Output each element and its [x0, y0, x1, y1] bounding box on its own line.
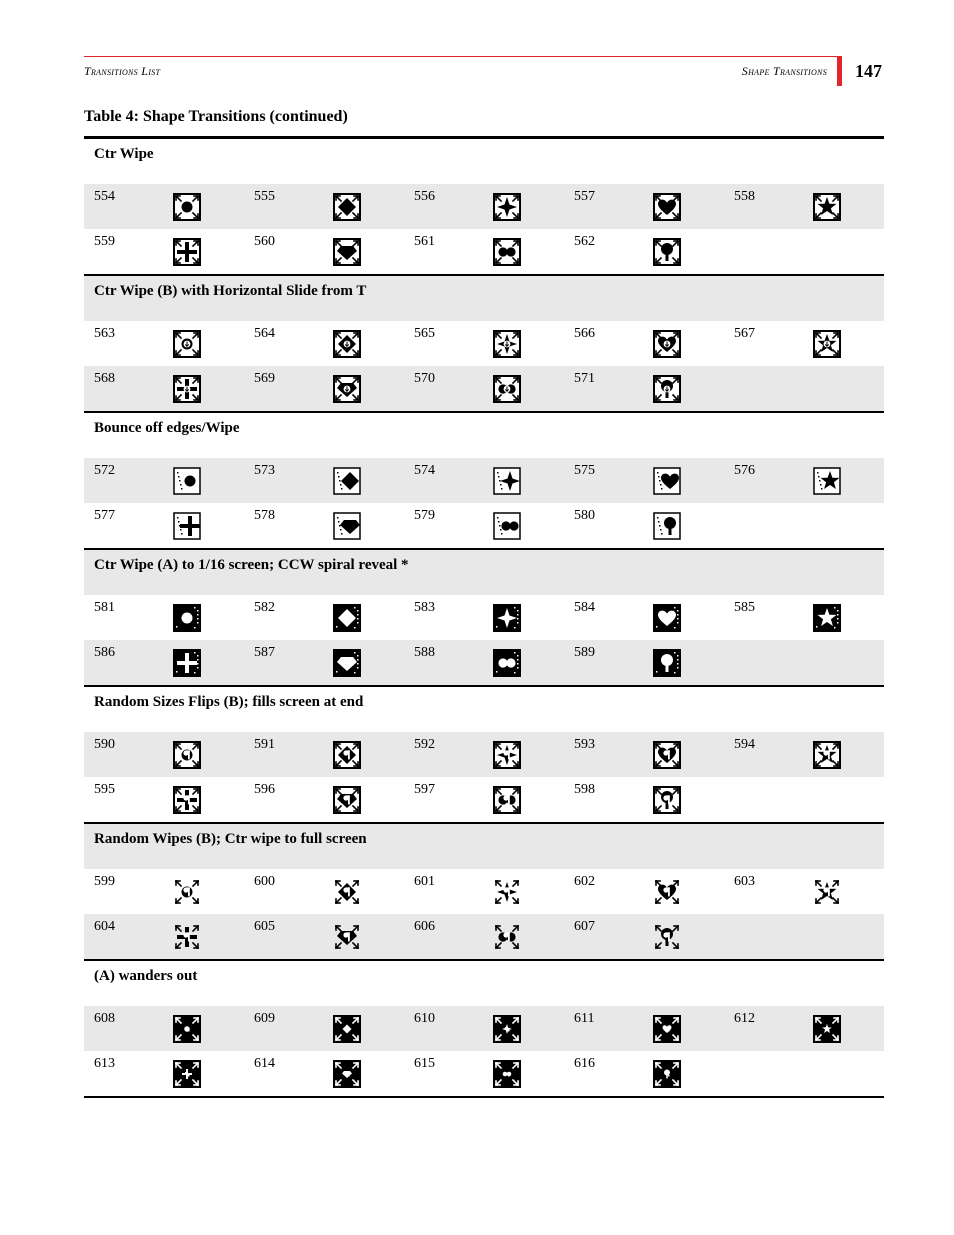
tree-icon [653, 649, 681, 677]
tree-icon [653, 512, 681, 540]
double-circle-icon [493, 786, 521, 814]
gem-icon [333, 649, 361, 677]
transition-number: 591 [254, 737, 275, 752]
gem-icon [333, 238, 361, 266]
table-row [84, 869, 884, 914]
transition-number: 600 [254, 874, 275, 889]
transition-cell [84, 1006, 244, 1051]
four-point-star-icon [493, 330, 521, 358]
transition-number: 597 [414, 782, 435, 797]
transition-cell [244, 640, 404, 685]
transition-number: 576 [734, 463, 755, 478]
section-title: Random Wipes (B); Ctr wipe to full screen [84, 824, 884, 869]
transition-cell [244, 366, 404, 411]
transition-cell [564, 1051, 724, 1096]
transition-number: 574 [414, 463, 435, 478]
four-point-star-icon [493, 1015, 521, 1043]
cross-icon [173, 1060, 201, 1088]
transition-number: 570 [414, 371, 435, 386]
transition-number: 556 [414, 189, 435, 204]
transition-number: 579 [414, 508, 435, 523]
transition-cell [564, 458, 724, 503]
transition-cell [404, 366, 564, 411]
transition-number: 566 [574, 326, 595, 341]
table-row [84, 1006, 884, 1051]
table-row [84, 503, 884, 548]
transition-cell [564, 869, 724, 914]
table-row [84, 184, 884, 229]
transition-cell [84, 503, 244, 548]
table-row [84, 458, 884, 503]
transition-cell [404, 869, 564, 914]
transition-number: 601 [414, 874, 435, 889]
diamond-icon [333, 604, 361, 632]
transition-cell [724, 184, 884, 229]
transition-cell [724, 458, 884, 503]
transition-number: 614 [254, 1056, 275, 1071]
transition-cell [564, 321, 724, 366]
cross-icon [173, 923, 201, 951]
transition-number: 595 [94, 782, 115, 797]
table-row [84, 732, 884, 777]
transition-number: 559 [94, 234, 115, 249]
transition-cell [244, 184, 404, 229]
transition-number: 609 [254, 1011, 275, 1026]
transition-number: 592 [414, 737, 435, 752]
transition-number: 555 [254, 189, 275, 204]
transition-number: 613 [94, 1056, 115, 1071]
transition-number: 560 [254, 234, 275, 249]
transition-cell [564, 777, 724, 822]
transition-number: 572 [94, 463, 115, 478]
transition-number: 615 [414, 1056, 435, 1071]
section-title: Ctr Wipe (A) to 1/16 screen; CCW spiral reveal * [84, 550, 884, 595]
transition-number: 565 [414, 326, 435, 341]
transition-cell [564, 914, 724, 959]
transition-cell [84, 229, 244, 274]
diamond-icon [333, 467, 361, 495]
transition-number: 554 [94, 189, 115, 204]
transition-cell [84, 366, 244, 411]
heart-icon [653, 1015, 681, 1043]
transition-number: 569 [254, 371, 275, 386]
transition-cell [244, 229, 404, 274]
transition-cell [84, 1051, 244, 1096]
circle-icon [173, 878, 201, 906]
transition-cell [564, 503, 724, 548]
running-header-right: Shape Transitions [741, 64, 827, 78]
transition-number: 603 [734, 874, 755, 889]
transition-number: 604 [94, 919, 115, 934]
page-number: 147 [855, 61, 882, 81]
transition-number: 584 [574, 600, 595, 615]
tree-icon [653, 375, 681, 403]
five-point-star-icon [813, 330, 841, 358]
cross-icon [173, 512, 201, 540]
five-point-star-icon [813, 193, 841, 221]
transition-number: 580 [574, 508, 595, 523]
circle-icon [173, 193, 201, 221]
transition-number: 611 [574, 1011, 595, 1026]
five-point-star-icon [813, 878, 841, 906]
table-row [84, 595, 884, 640]
gem-icon [333, 1060, 361, 1088]
transition-number: 590 [94, 737, 115, 752]
transition-number: 561 [414, 234, 435, 249]
circle-icon [173, 330, 201, 358]
gem-icon [333, 512, 361, 540]
transition-cell [244, 503, 404, 548]
section-title: Ctr Wipe [94, 146, 154, 162]
tree-icon [653, 786, 681, 814]
transition-cell [404, 1051, 564, 1096]
table-row [84, 366, 884, 411]
double-circle-icon [493, 512, 521, 540]
double-circle-icon [493, 923, 521, 951]
transition-cell [84, 321, 244, 366]
transition-number: 575 [574, 463, 595, 478]
heart-icon [653, 878, 681, 906]
five-point-star-icon [813, 1015, 841, 1043]
transition-cell [84, 184, 244, 229]
tree-icon [653, 238, 681, 266]
transition-cell [724, 732, 884, 777]
transition-cell [404, 595, 564, 640]
table-row [84, 321, 884, 366]
transition-cell [404, 458, 564, 503]
transition-cell [244, 1051, 404, 1096]
table-row [84, 914, 884, 959]
four-point-star-icon [493, 193, 521, 221]
transition-number: 573 [254, 463, 275, 478]
gem-icon [333, 786, 361, 814]
transition-number: 583 [414, 600, 435, 615]
transition-number: 612 [734, 1011, 755, 1026]
transition-number: 593 [574, 737, 595, 752]
transition-number: 610 [414, 1011, 435, 1026]
table-row [84, 777, 884, 822]
circle-icon [173, 1015, 201, 1043]
cross-icon [173, 649, 201, 677]
transition-cell [84, 869, 244, 914]
cross-icon [173, 238, 201, 266]
transition-cell [404, 914, 564, 959]
transition-number: 568 [94, 371, 115, 386]
diamond-icon [333, 878, 361, 906]
heart-icon [653, 741, 681, 769]
transition-cell [244, 321, 404, 366]
section-title: Ctr Wipe (B) with Horizontal Slide from T [84, 276, 884, 321]
transition-number: 557 [574, 189, 595, 204]
transition-number: 564 [254, 326, 275, 341]
heart-icon [653, 467, 681, 495]
transition-cell [724, 595, 884, 640]
circle-icon [173, 467, 201, 495]
circle-icon [173, 604, 201, 632]
tree-icon [653, 1060, 681, 1088]
diamond-icon [333, 1015, 361, 1043]
four-point-star-icon [493, 878, 521, 906]
section-title: Bounce off edges/Wipe [94, 420, 240, 436]
transition-number: 589 [574, 645, 595, 660]
transition-number: 582 [254, 600, 275, 615]
five-point-star-icon [813, 741, 841, 769]
heart-icon [653, 193, 681, 221]
transition-number: 567 [734, 326, 755, 341]
gem-icon [333, 923, 361, 951]
four-point-star-icon [493, 467, 521, 495]
transition-number: 605 [254, 919, 275, 934]
transition-cell [244, 732, 404, 777]
transition-cell [244, 595, 404, 640]
five-point-star-icon [813, 467, 841, 495]
transition-cell [244, 458, 404, 503]
transition-number: 577 [94, 508, 115, 523]
five-point-star-icon [813, 604, 841, 632]
transition-cell [244, 1006, 404, 1051]
double-circle-icon [493, 649, 521, 677]
transition-number: 581 [94, 600, 115, 615]
transition-number: 585 [734, 600, 755, 615]
transition-cell [724, 869, 884, 914]
diamond-icon [333, 741, 361, 769]
cross-icon [173, 786, 201, 814]
tree-icon [653, 923, 681, 951]
section-rule [84, 1096, 884, 1098]
transition-cell [564, 595, 724, 640]
transition-number: 616 [574, 1056, 595, 1071]
transition-cell [404, 503, 564, 548]
transition-cell [244, 777, 404, 822]
cross-icon [173, 375, 201, 403]
transition-cell [564, 1006, 724, 1051]
gem-icon [333, 375, 361, 403]
transition-cell [404, 1006, 564, 1051]
transition-cell [404, 732, 564, 777]
transition-cell [564, 640, 724, 685]
transition-cell [564, 732, 724, 777]
transition-number: 596 [254, 782, 275, 797]
header-rule [84, 56, 838, 57]
transition-cell [84, 777, 244, 822]
transition-cell [724, 321, 884, 366]
transition-cell [84, 732, 244, 777]
double-circle-icon [493, 238, 521, 266]
circle-icon [173, 741, 201, 769]
transition-cell [404, 321, 564, 366]
transition-cell [84, 595, 244, 640]
table-title: Table 4: Shape Transitions (continued) [84, 108, 348, 125]
shape-transitions-table [84, 136, 884, 1098]
transition-cell [84, 458, 244, 503]
four-point-star-icon [493, 604, 521, 632]
header-accent-bar [837, 56, 842, 86]
transition-number: 571 [574, 371, 595, 386]
transition-number: 578 [254, 508, 275, 523]
transition-cell [404, 184, 564, 229]
diamond-icon [333, 193, 361, 221]
transition-cell [84, 640, 244, 685]
table-row [84, 640, 884, 685]
transition-number: 599 [94, 874, 115, 889]
transition-cell [244, 914, 404, 959]
transition-cell [564, 184, 724, 229]
transition-cell [84, 914, 244, 959]
heart-icon [653, 330, 681, 358]
table-row [84, 1051, 884, 1096]
four-point-star-icon [493, 741, 521, 769]
heart-icon [653, 604, 681, 632]
transition-cell [564, 366, 724, 411]
running-header-left: Transitions List [84, 64, 161, 78]
transition-number: 558 [734, 189, 755, 204]
transition-number: 608 [94, 1011, 115, 1026]
transition-number: 587 [254, 645, 275, 660]
transition-number: 607 [574, 919, 595, 934]
transition-number: 588 [414, 645, 435, 660]
transition-number: 562 [574, 234, 595, 249]
transition-cell [404, 229, 564, 274]
section-title: Random Sizes Flips (B); fills screen at end [94, 694, 364, 710]
transition-number: 602 [574, 874, 595, 889]
transition-cell [564, 229, 724, 274]
transition-number: 594 [734, 737, 755, 752]
transition-cell [404, 640, 564, 685]
double-circle-icon [493, 1060, 521, 1088]
transition-cell [724, 1006, 884, 1051]
transition-cell [244, 869, 404, 914]
transition-number: 606 [414, 919, 435, 934]
double-circle-icon [493, 375, 521, 403]
table-row [84, 229, 884, 274]
transition-cell [404, 777, 564, 822]
transition-number: 598 [574, 782, 595, 797]
transition-number: 586 [94, 645, 115, 660]
section-title: (A) wanders out [94, 968, 198, 984]
transition-number: 563 [94, 326, 115, 341]
diamond-icon [333, 330, 361, 358]
